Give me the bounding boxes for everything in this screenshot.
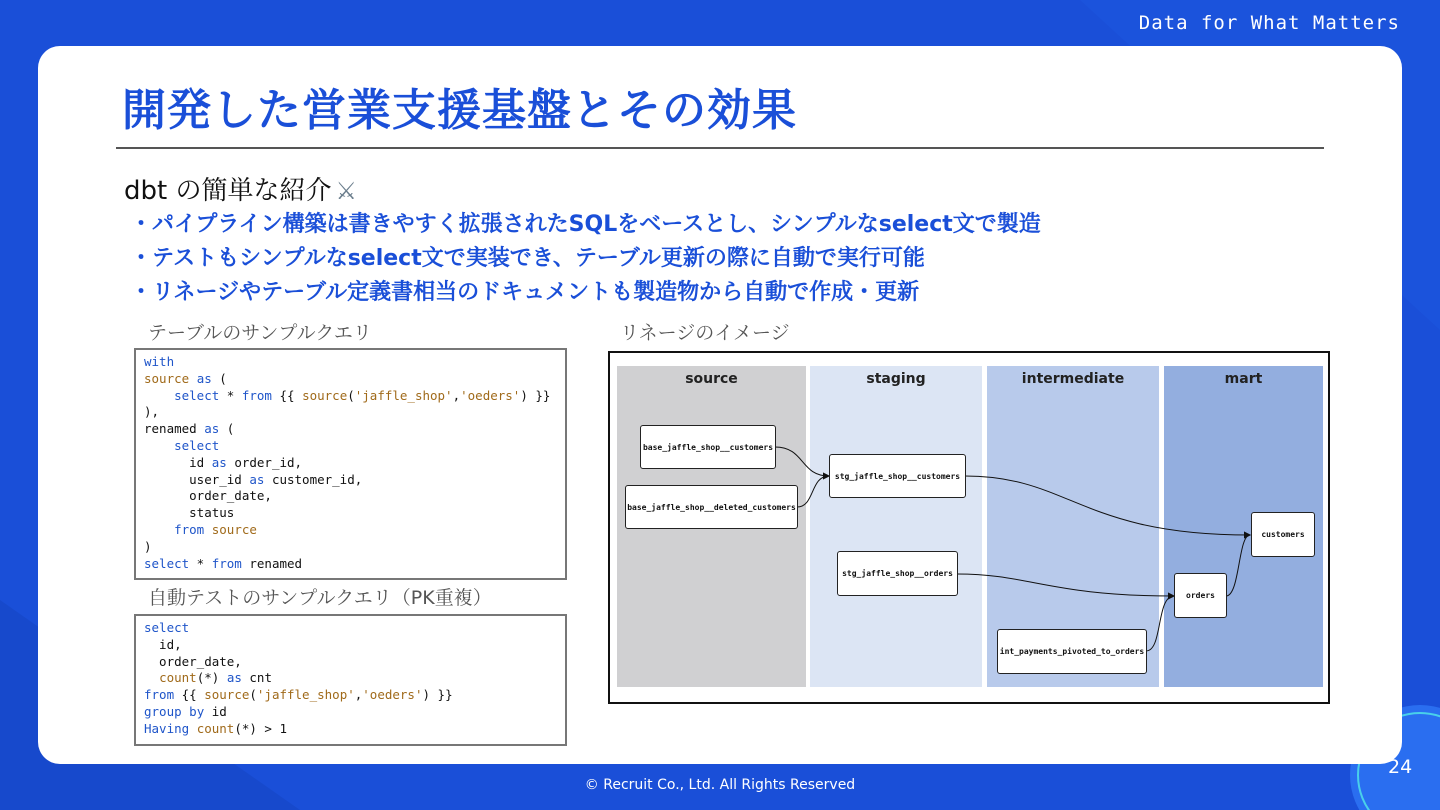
slide-title: 開発した営業支援基盤とその効果 <box>122 85 797 136</box>
subtitle-text: dbt の簡単な紹介 <box>124 176 332 206</box>
page-number: 24 <box>1388 756 1413 778</box>
slide-card <box>38 46 1402 764</box>
bullet-list <box>130 208 1041 310</box>
lineage-diagram <box>608 351 1330 704</box>
column-header: staging <box>866 371 926 387</box>
lineage-node: stg_jaffle_shop__customers <box>829 454 966 498</box>
brand-tagline: Data for What Matters <box>1138 12 1400 34</box>
lineage-node: customers <box>1251 512 1315 557</box>
lineage-node: stg_jaffle_shop__orders <box>837 551 958 596</box>
test-query-code: select id, order_date, count(*) as cnt from {{ source('jaffle_shop','oeders') }} group by id Having count(*) > 1 <box>134 614 567 746</box>
column-header: source <box>685 371 738 387</box>
title-divider <box>116 147 1324 149</box>
section-subtitle <box>124 170 357 207</box>
column-header: mart <box>1224 371 1263 387</box>
column-header: intermediate <box>1021 371 1125 387</box>
lineage-label: リネージのイメージ <box>620 322 790 344</box>
lineage-node: base_jaffle_shop__deleted_customers <box>625 485 798 529</box>
bullet-item: ・リネージやテーブル定義書相当のドキュメントも製造物から自動で作成・更新 <box>130 280 920 305</box>
copyright-footer: © Recruit Co., Ltd. All Rights Reserved <box>584 777 856 793</box>
sample-query-label: テーブルのサンプルクエリ <box>148 322 372 344</box>
sample-query-code: with source as ( select * from {{ source('jaffle_shop','oeders') }} ), renamed as ( select id as order_id, user_id as customer_id, order_date, status from source ) select * from renamed <box>134 348 567 580</box>
lineage-node: orders <box>1174 573 1227 618</box>
bullet-item: ・パイプライン構築は書きやすく拡張されたSQLをベースとし、シンプルなselect文で製造 <box>130 212 1041 237</box>
lineage-node: base_jaffle_shop__customers <box>640 425 776 469</box>
bullet-item: ・テストもシンプルなselect文で実装でき、テーブル更新の際に自動で実行可能 <box>130 246 925 271</box>
test-query-label: 自動テストのサンプルクエリ（PK重複） <box>148 587 492 609</box>
crossed-swords-icon: ⚔ <box>335 177 357 205</box>
lineage-node: int_payments_pivoted_to_orders <box>997 629 1147 674</box>
